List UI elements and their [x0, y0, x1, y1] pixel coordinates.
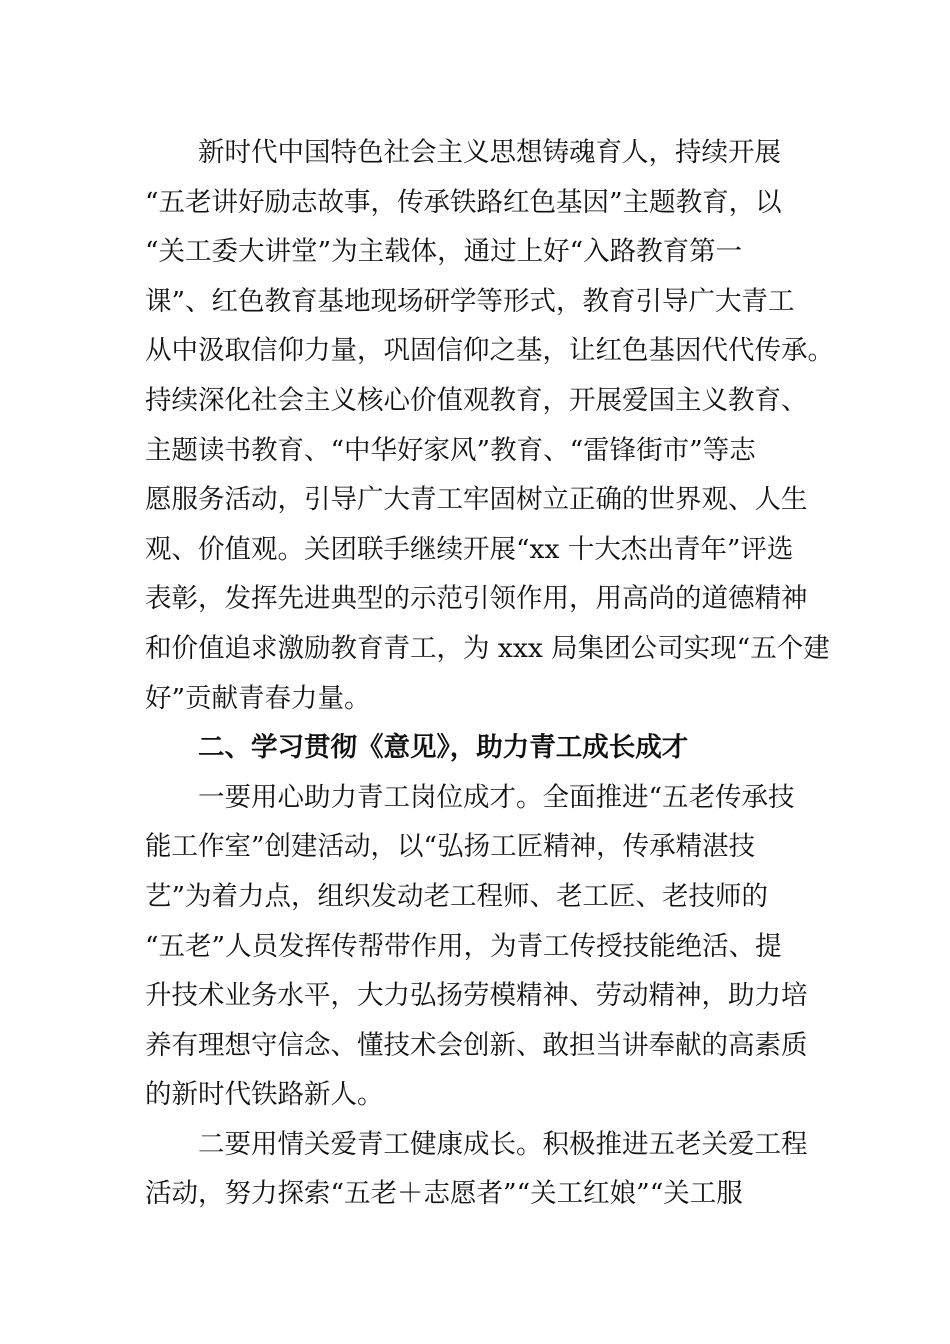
text-line: 新时代中国特色社会主义思想铸魂育人，持续开展 [198, 137, 781, 168]
text-line: “五老”人员发挥传帮带作用，为青工传授技能绝活、提 [145, 930, 782, 962]
text-line: 观、价值观。关团联手继续开展“xx 十大杰出青年”评选 [145, 533, 794, 565]
text-line: 主题读书教育、“中华好家风”教育、“雷锋街市”等志 [145, 434, 756, 466]
text-line: 愿服务活动，引导广大青工牢固树立正确的世界观、人生 [145, 484, 808, 516]
document-body [145, 128, 834, 1219]
text-line: 和价值追求激励教育青工，为 xxx 局集团公司实现“五个建 [145, 632, 830, 664]
paragraph-healthy-growth [145, 1120, 810, 1219]
text-line: 表彰，发挥先进典型的示范引领作用，用高尚的道德精神 [145, 583, 808, 615]
text-line: 持续深化社会主义核心价值观教育，开展爱国主义教育、 [145, 384, 808, 416]
paragraph-job-growth [145, 773, 810, 1120]
text-line: “五老讲好励志故事，传承铁路红色基因”主题教育，以 [145, 186, 782, 218]
text-line: 升技术业务水平，大力弘扬劳模精神、劳动精神，助力培 [145, 980, 808, 1012]
text-line: 课”、红色教育基地现场研学等形式，教育引导广大青工 [145, 285, 795, 317]
text-line: 从中汲取信仰力量，巩固信仰之基，让红色基因代代传承。 [145, 335, 834, 367]
text-line: 一要用心助力青工岗位成才。全面推进“五老传承技 [198, 781, 795, 813]
paragraph-ideological-education [145, 128, 834, 723]
text-line: 二要用情关爱青工健康成长。积极推进五老关爱工程 [198, 1128, 808, 1160]
text-line: 艺”为着力点，组织发动老工程师、老工匠、老技师的 [145, 880, 769, 912]
text-line: “关工委大讲堂”为主载体，通过上好“入路教育第一 [145, 236, 743, 268]
text-line: 好”贡献青春力量。 [145, 682, 371, 714]
section-heading: 二、学习贯彻《意见》，助力青工成长成才 [198, 732, 689, 764]
text-line: 养有理想守信念、懂技术会创新、敢担当讲奉献的高素质 [145, 1029, 808, 1061]
text-line: 的新时代铁路新人。 [145, 1079, 384, 1111]
text-line: 活动，努力探索“五老＋志愿者”“关工红娘”“关工服 [145, 1178, 743, 1210]
text-line: 能工作室”创建活动，以“弘扬工匠精神，传承精湛技 [145, 831, 756, 863]
